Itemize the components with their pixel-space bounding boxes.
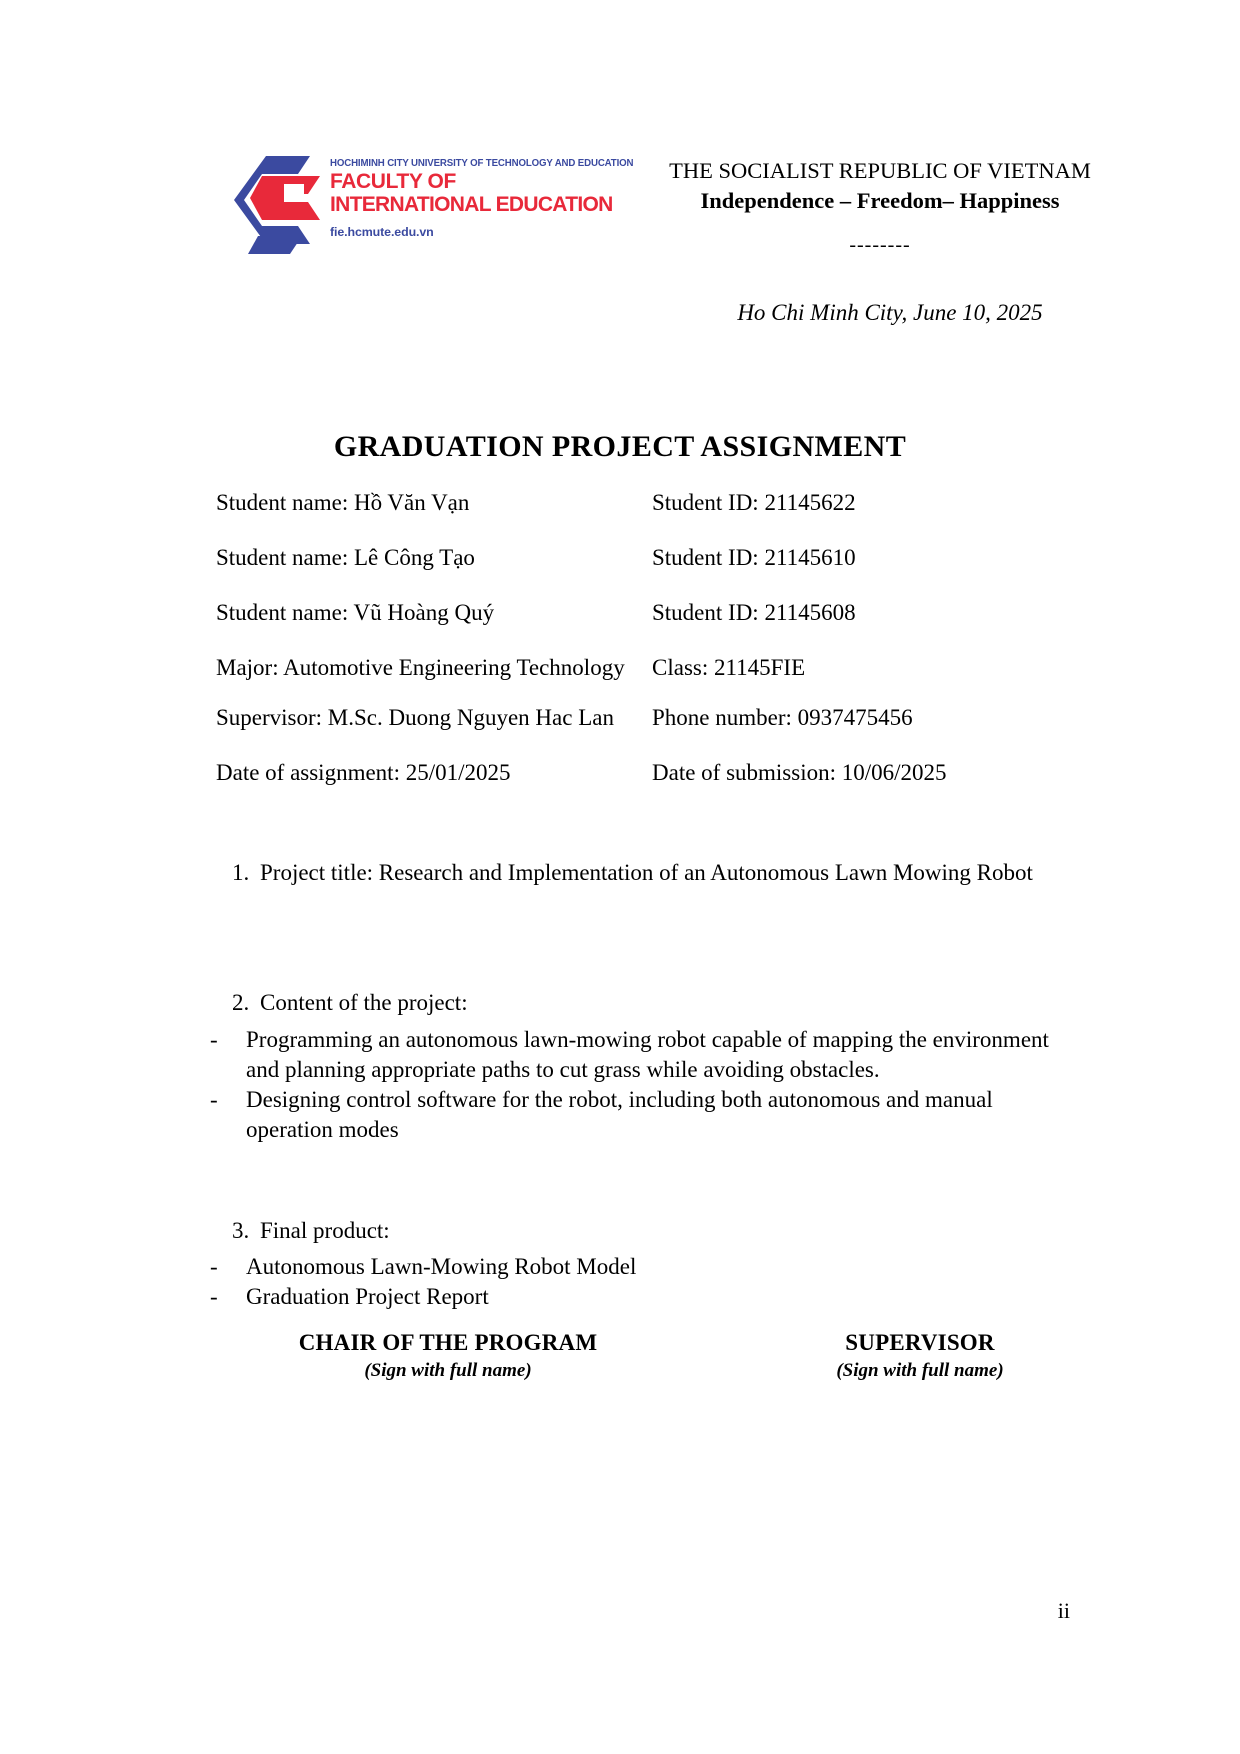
national-heading (600, 156, 1160, 260)
bullet-marker: - (210, 1254, 218, 1279)
supervisor-label: SUPERVISOR (845, 1330, 995, 1355)
student-id-2: Student ID: 21145610 (652, 545, 856, 570)
student-name-1: Student name: Hồ Văn Vạn (216, 490, 470, 515)
section-content-of-project (0, 990, 1240, 1145)
date-of-assignment: Date of assignment: 25/01/2025 (216, 760, 511, 785)
student-name-2: Student name: Lê Công Tạo (216, 545, 475, 570)
section-project-title (0, 860, 1240, 886)
student-info-block (0, 490, 1240, 815)
list-item (0, 1085, 1240, 1145)
page-number: ii (1057, 1598, 1070, 1623)
section-heading-text: Project title: Research and Implementation of an Autonomous Lawn Mowing Robot (260, 860, 1033, 885)
list-item-text: Designing control software for the robot, including both autonomous and manual operation modes (246, 1087, 993, 1142)
major-value: Major: Automotive Engineering Technology (216, 655, 625, 680)
list-item-text: Programming an autonomous lawn-mowing robot capable of mapping the environment and planning appropriate paths to cut grass while avoiding obstacles. (246, 1027, 1049, 1082)
section-final-product (0, 1218, 1240, 1312)
logo-wordmark (330, 158, 634, 239)
phone-number-value: Phone number: 0937475456 (652, 705, 913, 730)
student-id-3: Student ID: 21145608 (652, 600, 856, 625)
signature-supervisor-column (700, 1330, 1140, 1382)
faculty-logo-block (232, 150, 634, 260)
section-heading (0, 1218, 1240, 1244)
document-header (0, 150, 1240, 270)
section-heading-text: Content of the project: (260, 990, 468, 1015)
bullet-marker: - (210, 1087, 218, 1112)
bullet-marker: - (210, 1027, 218, 1052)
info-row (0, 490, 1240, 545)
hcmute-fie-logo-icon (232, 154, 328, 256)
national-heading-line-1: THE SOCIALIST REPUBLIC OF VIETNAM (669, 158, 1091, 183)
list-item (0, 1025, 1240, 1085)
logo-faculty-line-2: INTERNATIONAL EDUCATION (330, 193, 613, 216)
national-heading-divider: -------- (849, 234, 911, 256)
logo-faculty-line-1: FACULTY OF (330, 170, 456, 193)
section-number: 3. (232, 1218, 250, 1243)
date-of-submission: Date of submission: 10/06/2025 (652, 760, 947, 785)
list-item (0, 1252, 1240, 1282)
national-heading-line-2: Independence – Freedom– Happiness (700, 188, 1060, 213)
logo-university-line: HOCHIMINH CITY UNIVERSITY OF TECHNOLOGY AND EDUCATION (330, 158, 634, 169)
logo-website: fie.hcmute.edu.vn (330, 225, 434, 239)
list-item-text: Graduation Project Report (246, 1284, 489, 1309)
signature-chair-column (228, 1330, 668, 1382)
info-row (0, 655, 1240, 705)
supervisor-value: Supervisor: M.Sc. Duong Nguyen Hac Lan (216, 705, 614, 730)
list-item-text: Autonomous Lawn-Mowing Robot Model (246, 1254, 637, 1279)
info-row (0, 760, 1240, 815)
supervisor-sign-instruction: (Sign with full name) (836, 1360, 1004, 1381)
list-item (0, 1282, 1240, 1312)
section-heading-text: Final product: (260, 1218, 390, 1243)
chair-of-program-label: CHAIR OF THE PROGRAM (298, 1330, 598, 1355)
student-name-3: Student name: Vũ Hoàng Quý (216, 600, 495, 625)
section-heading (0, 990, 1240, 1016)
info-row (0, 600, 1240, 655)
info-row (0, 705, 1240, 760)
city-date-line: Ho Chi Minh City, June 10, 2025 (737, 300, 1043, 325)
chair-sign-instruction: (Sign with full name) (364, 1360, 532, 1381)
info-row (0, 545, 1240, 600)
section-heading (0, 860, 1240, 886)
section-number: 2. (232, 990, 250, 1015)
bullet-marker: - (210, 1284, 218, 1309)
class-value: Class: 21145FIE (652, 655, 806, 680)
student-id-1: Student ID: 21145622 (652, 490, 856, 515)
section-number: 1. (232, 860, 250, 885)
page-title: GRADUATION PROJECT ASSIGNMENT (333, 430, 907, 463)
